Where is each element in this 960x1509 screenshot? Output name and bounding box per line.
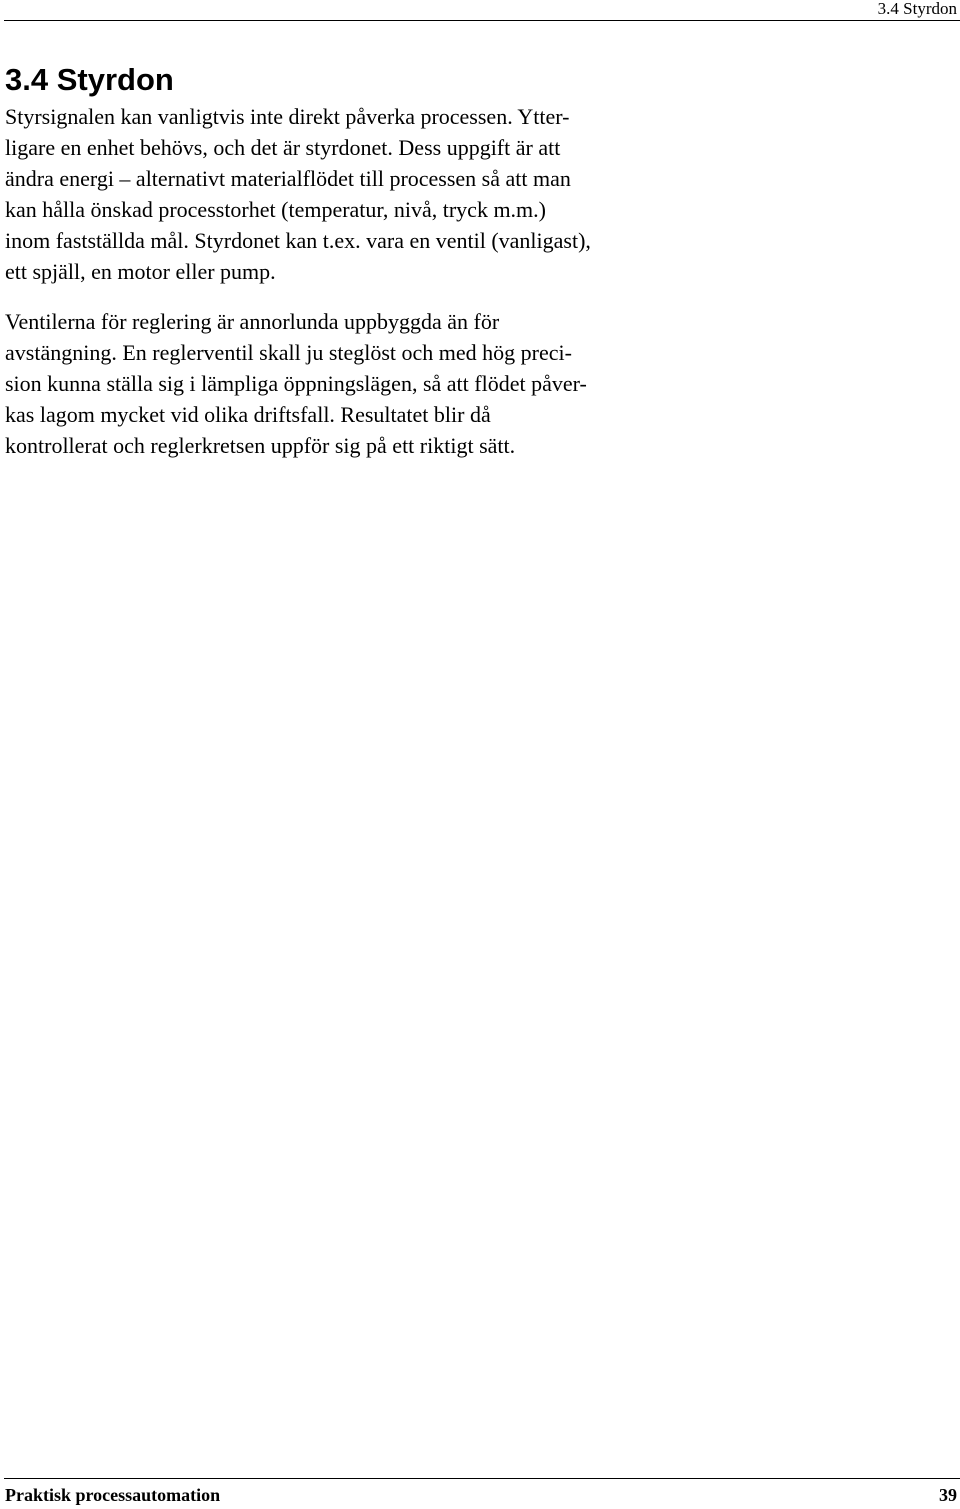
running-header: 3.4 Styrdon — [877, 0, 957, 18]
paragraph-line: inom fastställda mål. Styrdonet kan t.ex. vara en ventil (vanligast), — [5, 228, 591, 253]
paragraph-1 — [5, 101, 705, 287]
paragraph-line: kan hålla önskad processtorhet (temperatur, nivå, tryck m.m.) — [5, 197, 546, 222]
section-title: 3.4 Styrdon — [5, 62, 174, 97]
paragraph-line: Ventilerna för reglering är annorlunda uppbyggda än för — [5, 309, 500, 334]
header-rule — [4, 20, 960, 21]
paragraph-line: ett spjäll, en motor eller pump. — [5, 259, 276, 284]
paragraph-line: ligare en enhet behövs, och det är styrdonet. Dess uppgift är att — [5, 135, 561, 160]
footer-book-title: Praktisk processautomation — [5, 1485, 221, 1505]
paragraph-line: kontrollerat och reglerkretsen uppför sig på ett riktigt sätt. — [5, 433, 516, 458]
paragraph-line: ändra energi – alternativt materialflödet till processen så att man — [5, 166, 571, 191]
paragraph-2 — [5, 306, 705, 461]
paragraph-line: sion kunna ställa sig i lämpliga öppningslägen, så att flödet påver- — [5, 371, 587, 396]
footer-rule — [4, 1478, 960, 1479]
paragraph-line: avstängning. En reglerventil skall ju steglöst och med hög preci- — [5, 340, 572, 365]
paragraph-line: kas lagom mycket vid olika driftsfall. Resultatet blir då — [5, 402, 491, 427]
page-number: 39 — [939, 1485, 957, 1505]
paragraph-line: Styrsignalen kan vanligtvis inte direkt påverka processen. Ytter- — [5, 104, 570, 129]
